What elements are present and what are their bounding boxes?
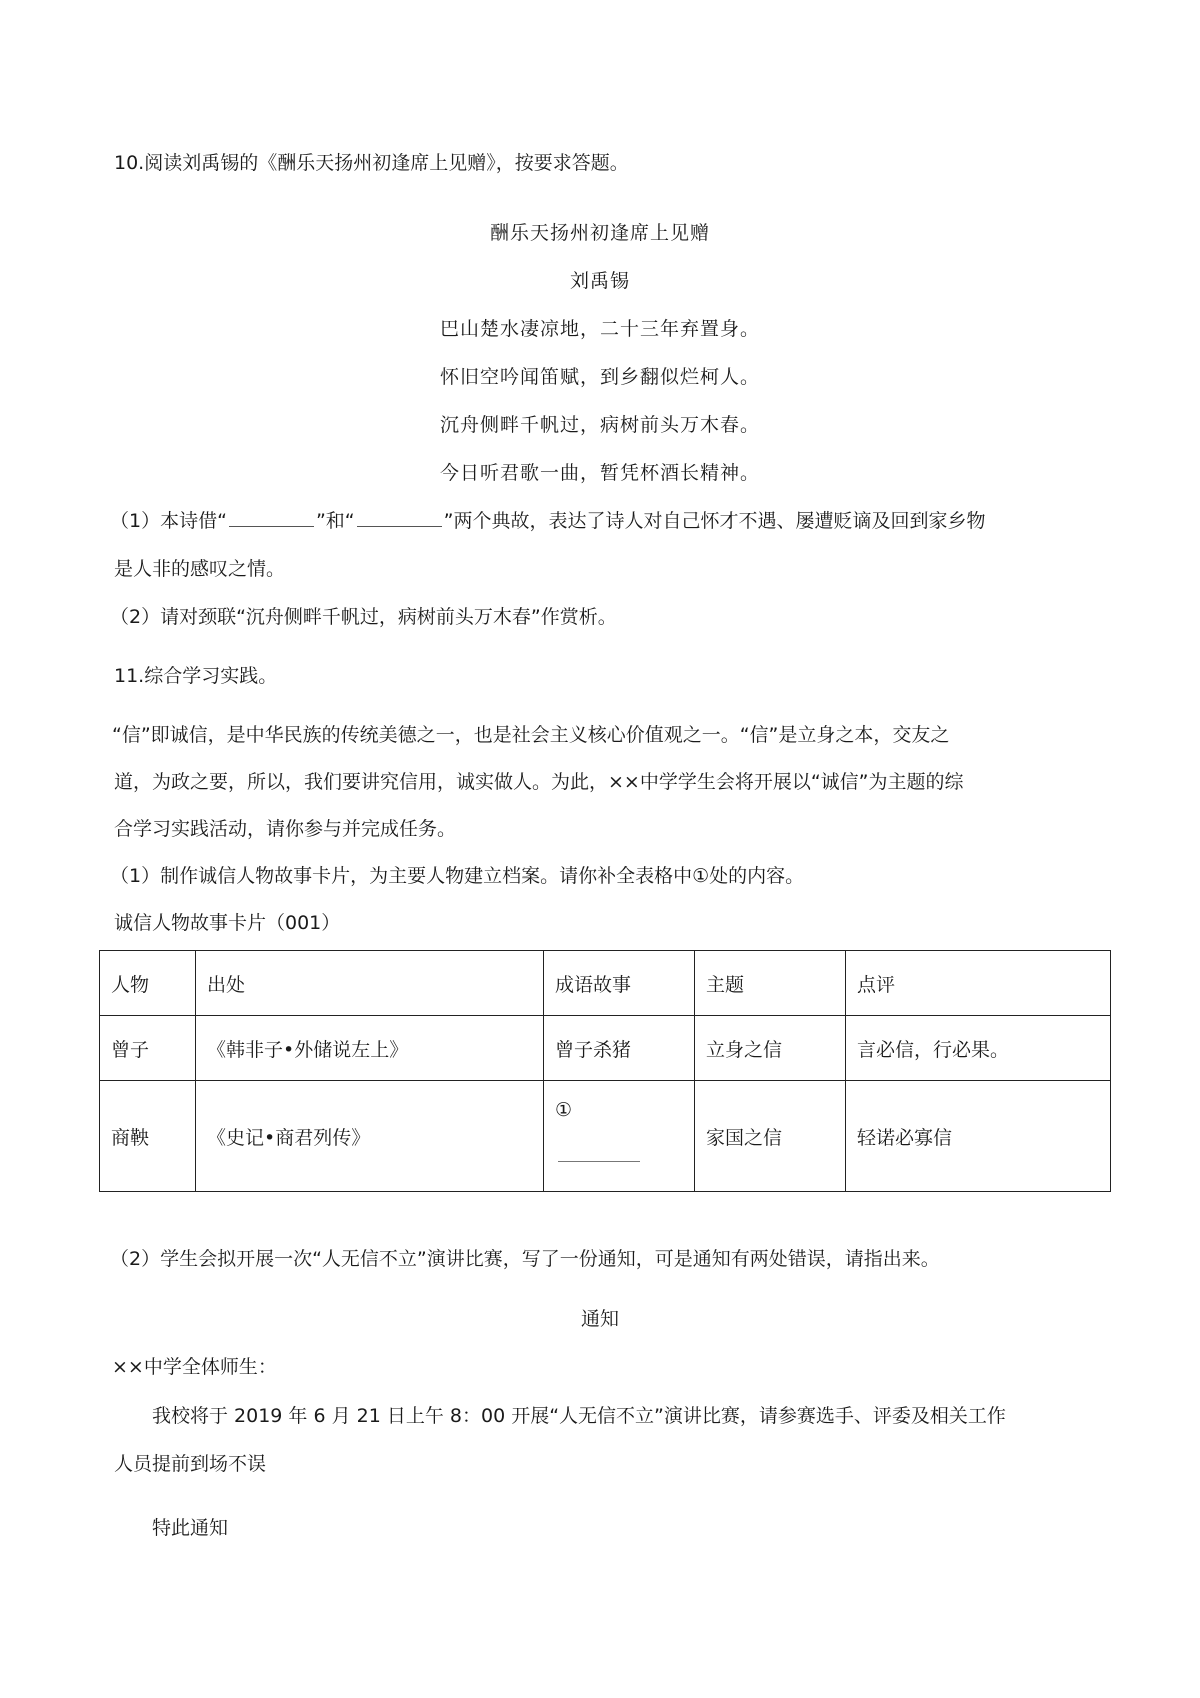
table-header-cell: 成语故事 — [544, 951, 695, 1016]
story-card-table — [99, 950, 1111, 1192]
question-10-sub2: （2）请对颈联“沉舟侧畔千帆过，病树前头万木春”作赏析。 — [110, 606, 617, 628]
table-header-row — [100, 951, 1111, 1016]
fill-in-cell[interactable] — [544, 1081, 695, 1192]
table-cell: 轻诺必寡信 — [846, 1081, 1111, 1192]
intro-line: “信”即诚信，是中华民族的传统美德之一，也是社会主义核心价值观之一。“信”是立身之本，交友之 — [112, 724, 950, 746]
fill-marker: ① — [555, 1099, 573, 1121]
notice-body: 我校将于 2019 年 6 月 21 日上午 8：00 开展“人无信不立”演讲比赛，请参赛选手、评委及相关工作 — [152, 1405, 1006, 1427]
poem-line: 巴山楚水凄凉地，二十三年弃置身。 — [439, 318, 760, 340]
notice-salutation: ××中学全体师生： — [112, 1356, 277, 1378]
table-cell: 《韩非子•外储说左上》 — [196, 1016, 544, 1081]
table-cell: 家国之信 — [695, 1081, 846, 1192]
table-cell: 立身之信 — [695, 1016, 846, 1081]
question-10-heading: 10.阅读刘禹锡的《酬乐天扬州初逢席上见赠》，按要求答题。 — [114, 152, 629, 174]
question-10-sub1-cont: 是人非的感叹之情。 — [114, 558, 286, 580]
question-10-sub1 — [110, 507, 985, 535]
question-11-sub2: （2）学生会拟开展一次“人无信不立”演讲比赛，写了一份通知，可是通知有两处错误，请指出来。 — [110, 1248, 940, 1270]
card-title: 诚信人物故事卡片（001） — [114, 912, 341, 934]
poem-line: 今日听君歌一曲，暂凭杯酒长精神。 — [439, 462, 760, 484]
question-11-heading: 11.综合学习实践。 — [114, 665, 278, 687]
poem-line: 怀旧空吟闻笛赋，到乡翻似烂柯人。 — [439, 366, 760, 388]
intro-line: 合学习实践活动，请你参与并完成任务。 — [114, 818, 457, 840]
table-header-cell: 点评 — [846, 951, 1111, 1016]
sub1-text-c: ”两个典故，表达了诗人对自己怀才不遇、屡遭贬谪及回到家乡物 — [443, 510, 986, 532]
table-cell: 曾子 — [100, 1016, 196, 1081]
intro-line: 道，为政之要，所以，我们要讲究信用，诚实做人。为此，××中学学生会将开展以“诚信”为主题的综 — [114, 771, 964, 793]
table-cell: 商鞅 — [100, 1081, 196, 1192]
sub1-text-b: ”和“ — [315, 510, 355, 532]
answer-blank[interactable] — [357, 508, 442, 527]
notice-body: 人员提前到场不误 — [114, 1453, 267, 1475]
notice-closing: 特此通知 — [152, 1517, 229, 1539]
poem-author: 刘禹锡 — [569, 270, 630, 292]
table-header-cell: 主题 — [695, 951, 846, 1016]
question-11-sub1: （1）制作诚信人物故事卡片，为主要人物建立档案。请你补全表格中①处的内容。 — [110, 865, 805, 887]
table-header-cell: 人物 — [100, 951, 196, 1016]
notice-title: 通知 — [580, 1308, 619, 1330]
table-cell: 《史记•商君列传》 — [196, 1081, 544, 1192]
table-header-cell: 出处 — [196, 951, 544, 1016]
table-row — [100, 1016, 1111, 1081]
answer-blank[interactable] — [229, 508, 314, 527]
table-row — [100, 1081, 1111, 1192]
poem-line: 沉舟侧畔千帆过，病树前头万木春。 — [439, 414, 760, 436]
sub1-text-a: （1）本诗借“ — [110, 510, 227, 532]
poem-title: 酬乐天扬州初逢席上见赠 — [489, 222, 710, 244]
answer-blank[interactable] — [558, 1161, 640, 1162]
table-cell: 曾子杀猪 — [544, 1016, 695, 1081]
table-cell: 言必信，行必果。 — [846, 1016, 1111, 1081]
